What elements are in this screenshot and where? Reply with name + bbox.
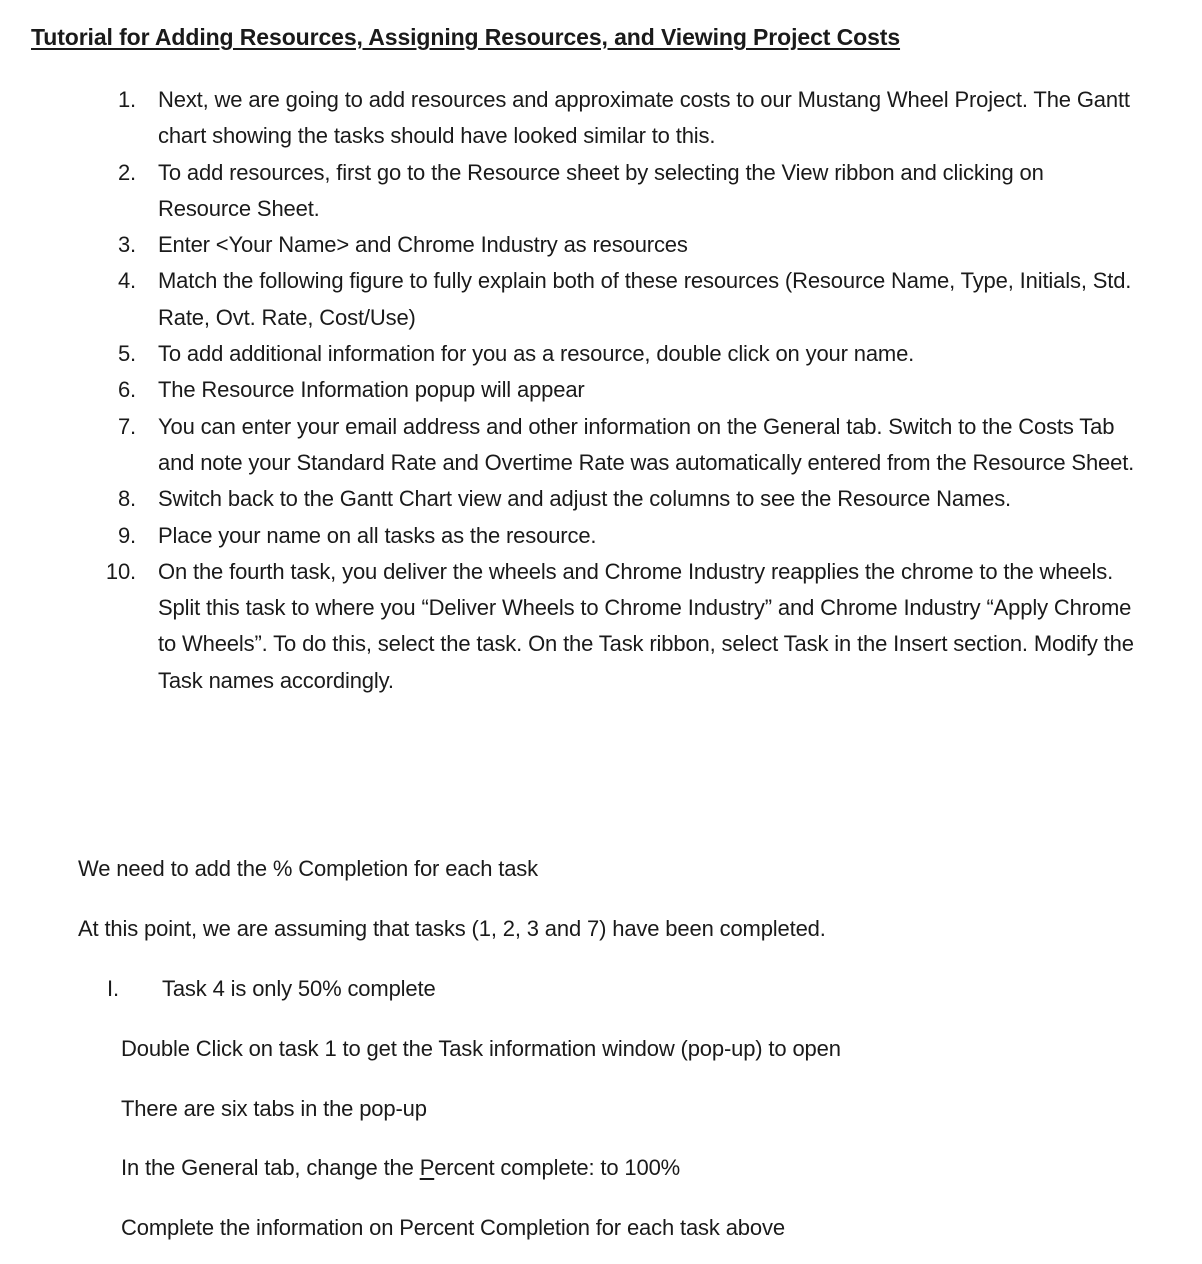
step-item — [0, 336, 1202, 372]
document-title: Tutorial for Adding Resources, Assigning Resources, and Viewing Project Costs — [31, 24, 901, 50]
double-click-instruction: Double Click on task 1 to get the Task information window (pop-up) to open — [121, 1036, 841, 1061]
step-number: 3. — [117, 232, 136, 258]
step-text: Enter <Your Name> and Chrome Industry as resources — [158, 232, 688, 258]
general-tab-prefix: In the General tab, change the — [121, 1155, 420, 1180]
step-text: You can enter your email address and other information on the General tab. Switch to the Costs Tab and note your Standard Rate and Overtime Rate was automatically entered from the Resource Sheet. — [158, 413, 1135, 475]
roman-item-number: I. — [107, 976, 119, 1001]
step-number: 8. — [117, 486, 136, 512]
step-item — [0, 481, 1202, 517]
step-item — [0, 554, 1202, 699]
step-text: Place your name on all tasks as the resource. — [158, 522, 597, 548]
step-text: To add resources, first go to the Resource sheet by selecting the View ribbon and clicking on Resource Sheet. — [158, 159, 1044, 221]
step-text: The Resource Information popup will appear — [158, 377, 585, 403]
completion-heading: We need to add the % Completion for each task — [78, 856, 539, 881]
step-number: 1. — [117, 87, 136, 112]
general-tab-instruction — [121, 1155, 680, 1181]
step-number: 5. — [117, 341, 136, 367]
general-tab-accelerator: P — [419, 1155, 435, 1180]
step-number: 6. — [117, 377, 136, 403]
step-text: Switch back to the Gantt Chart view and adjust the columns to see the Resource Names. — [158, 486, 1012, 512]
completion-assumption: At this point, we are assuming that tasks (1, 2, 3 and 7) have been completed. — [78, 916, 826, 941]
step-number: 10. — [105, 558, 136, 584]
roman-item-text: Task 4 is only 50% complete — [162, 976, 436, 1001]
step-text: Match the following figure to fully explain both of these resources (Resource Name, Type, Initials, Std. Rate, Ovt. Rate, Cost/Use) — [158, 268, 1132, 330]
step-number: 2. — [117, 159, 136, 185]
step-item — [0, 409, 1202, 482]
six-tabs-note: There are six tabs in the pop-up — [121, 1096, 427, 1121]
step-item — [0, 372, 1202, 408]
step-number: 7. — [117, 413, 136, 439]
step-text: To add additional information for you as a resource, double click on your name. — [158, 341, 915, 367]
step-item — [0, 155, 1202, 228]
step-text: On the fourth task, you deliver the wheels and Chrome Industry reapplies the chrome to the wheels. Split this task to where you “Deliver Wheels to Chrome Industry” and Chrome Industry “Apply Chrome to Wheels”. To do this, select the task. On the Task ribbon, select Task in the Insert section. Modify the Task names accordingly. — [158, 558, 1134, 693]
complete-info-instruction: Complete the information on Percent Completion for each task above — [121, 1215, 785, 1240]
steps-list — [0, 82, 1202, 699]
step-text: Next, we are going to add resources and approximate costs to our Mustang Wheel Project. The Gantt chart showing the tasks should have looked similar to this. — [158, 87, 1130, 149]
step-item — [0, 227, 1202, 263]
step-item — [0, 82, 1202, 155]
step-item — [0, 518, 1202, 554]
step-item — [0, 263, 1202, 336]
step-number: 4. — [117, 268, 136, 294]
general-tab-suffix: ercent complete: to 100% — [434, 1155, 681, 1180]
step-number: 9. — [117, 522, 136, 548]
